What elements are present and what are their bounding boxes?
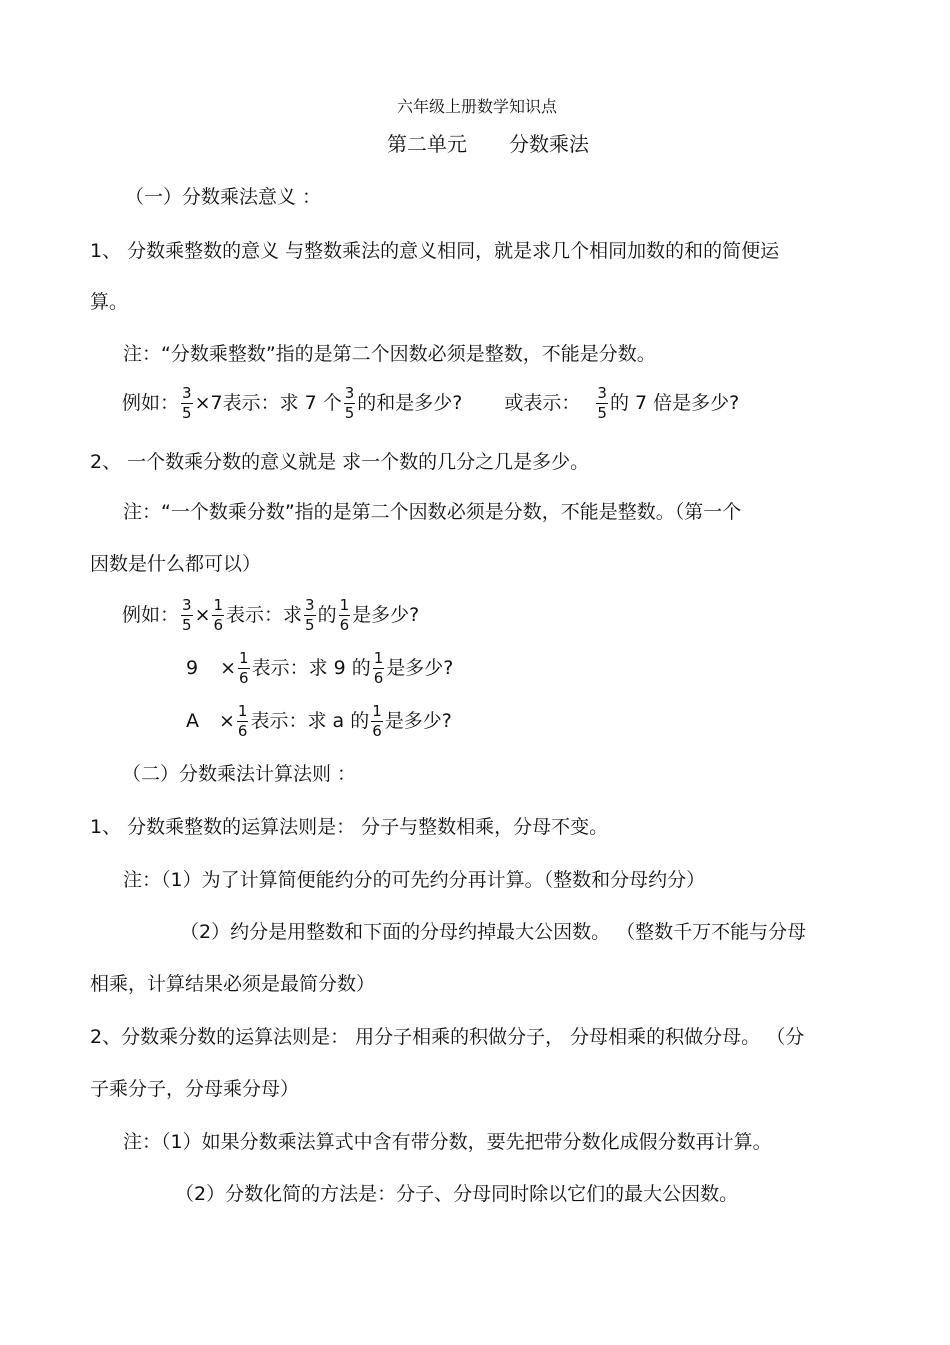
s2-item2-line2: 子乘分子，分母乘分母） [90, 1078, 300, 1100]
example-prefix: 例如： [122, 604, 180, 626]
example-text: 表示：求 9 的 [251, 657, 371, 679]
example-text: 的和是多少? [357, 392, 463, 414]
s2-item1-note2: （2）约分是用整数和下面的分母约掉最大公因数。 （整数千万不能与分母 [180, 921, 807, 943]
s1-item1-line1: 1、 分数乘整数的意义 与整数乘法的意义相同，就是求几个相同加数的和的简便运 [90, 240, 780, 262]
example-prefix: 例如： [122, 392, 180, 414]
s1-item2-note-line1: 注：“一个数乘分数”指的是第二个因数必须是分数，不能是整数。（第一个 [123, 501, 742, 523]
s1-item2-note-line2: 因数是什么都可以） [90, 553, 262, 575]
example-text: 是多少? [384, 710, 452, 732]
fraction: $\frac{1}{6}$ [372, 702, 382, 740]
fraction: $\frac{1}{6}$ [239, 649, 249, 687]
s1-item2-example-2 [186, 650, 453, 687]
section1-heading: （一）分数乘法意义 ： [125, 186, 322, 208]
example-text: 是多少? [352, 604, 420, 626]
s1-item1-note: 注：“分数乘整数”指的是第二个因数必须是整数，不能是分数。 [123, 343, 656, 365]
example-text: 的 7 倍是多少? [609, 392, 740, 414]
times-sign: × [194, 604, 211, 626]
s2-item2-note1: 注：（1）如果分数乘法算式中含有带分数，要先把带分数化成假分数再计算。 [123, 1131, 772, 1153]
times-sign: × [219, 710, 235, 732]
s2-item1-note2-cont: 相乘，计算结果必须是最简分数） [90, 973, 376, 995]
s1-item2-line1: 2、 一个数乘分数的意义就是 求一个数的几分之几是多少。 [90, 451, 590, 473]
fraction: $\frac{3}{5}$ [305, 596, 315, 634]
s2-item1-note1: 注：（1）为了计算简便能约分的可先约分再计算。（整数和分母约分） [123, 869, 706, 891]
fraction: $\frac{1}{6}$ [213, 596, 224, 634]
fraction: $\frac{3}{5}$ [182, 384, 192, 422]
s1-item1-line2: 算。 [90, 291, 129, 313]
fraction: $\frac{3}{5}$ [344, 384, 355, 422]
s1-item2-example-3 [186, 703, 452, 740]
s1-item2-example-1 [122, 597, 419, 634]
example-text: 表示：求 a 的 [250, 710, 370, 732]
fraction: $\frac{1}{6}$ [373, 649, 384, 687]
s2-item1-line1: 1、 分数乘整数的运算法则是： 分子与整数相乘，分母不变。 [90, 816, 609, 838]
page-title: 六年级上册数学知识点 [397, 97, 558, 116]
example-text: 是多少? [386, 657, 454, 679]
example-lead: 9 [186, 657, 199, 679]
s2-item2-note2: （2）分数化简的方法是：分子、分母同时除以它们的最大公因数。 [175, 1183, 739, 1205]
fraction: $\frac{3}{5}$ [182, 596, 192, 634]
s2-item2-line1: 2、分数乘分数的运算法则是： 用分子相乘的积做分子， 分母相乘的积做分母。 （分 [90, 1026, 805, 1048]
example-text: 表示：求 [226, 604, 303, 626]
s1-item1-example [122, 385, 739, 422]
example-lead: A [186, 710, 199, 732]
section2-heading: （二）分数乘法计算法则 ： [122, 763, 357, 785]
example-text: 的 [317, 604, 337, 626]
example-alt: 或表示： [504, 392, 581, 414]
fraction: $\frac{1}{6}$ [339, 596, 350, 634]
unit-number: 第二单元 [387, 132, 467, 156]
times-sign: × [220, 657, 237, 679]
fraction: $\frac{3}{5}$ [597, 384, 607, 422]
unit-heading [387, 132, 589, 156]
fraction: $\frac{1}{6}$ [237, 702, 248, 740]
unit-name: 分数乘法 [509, 132, 589, 156]
example-text: ×7表示：求 7 个 [194, 392, 342, 414]
